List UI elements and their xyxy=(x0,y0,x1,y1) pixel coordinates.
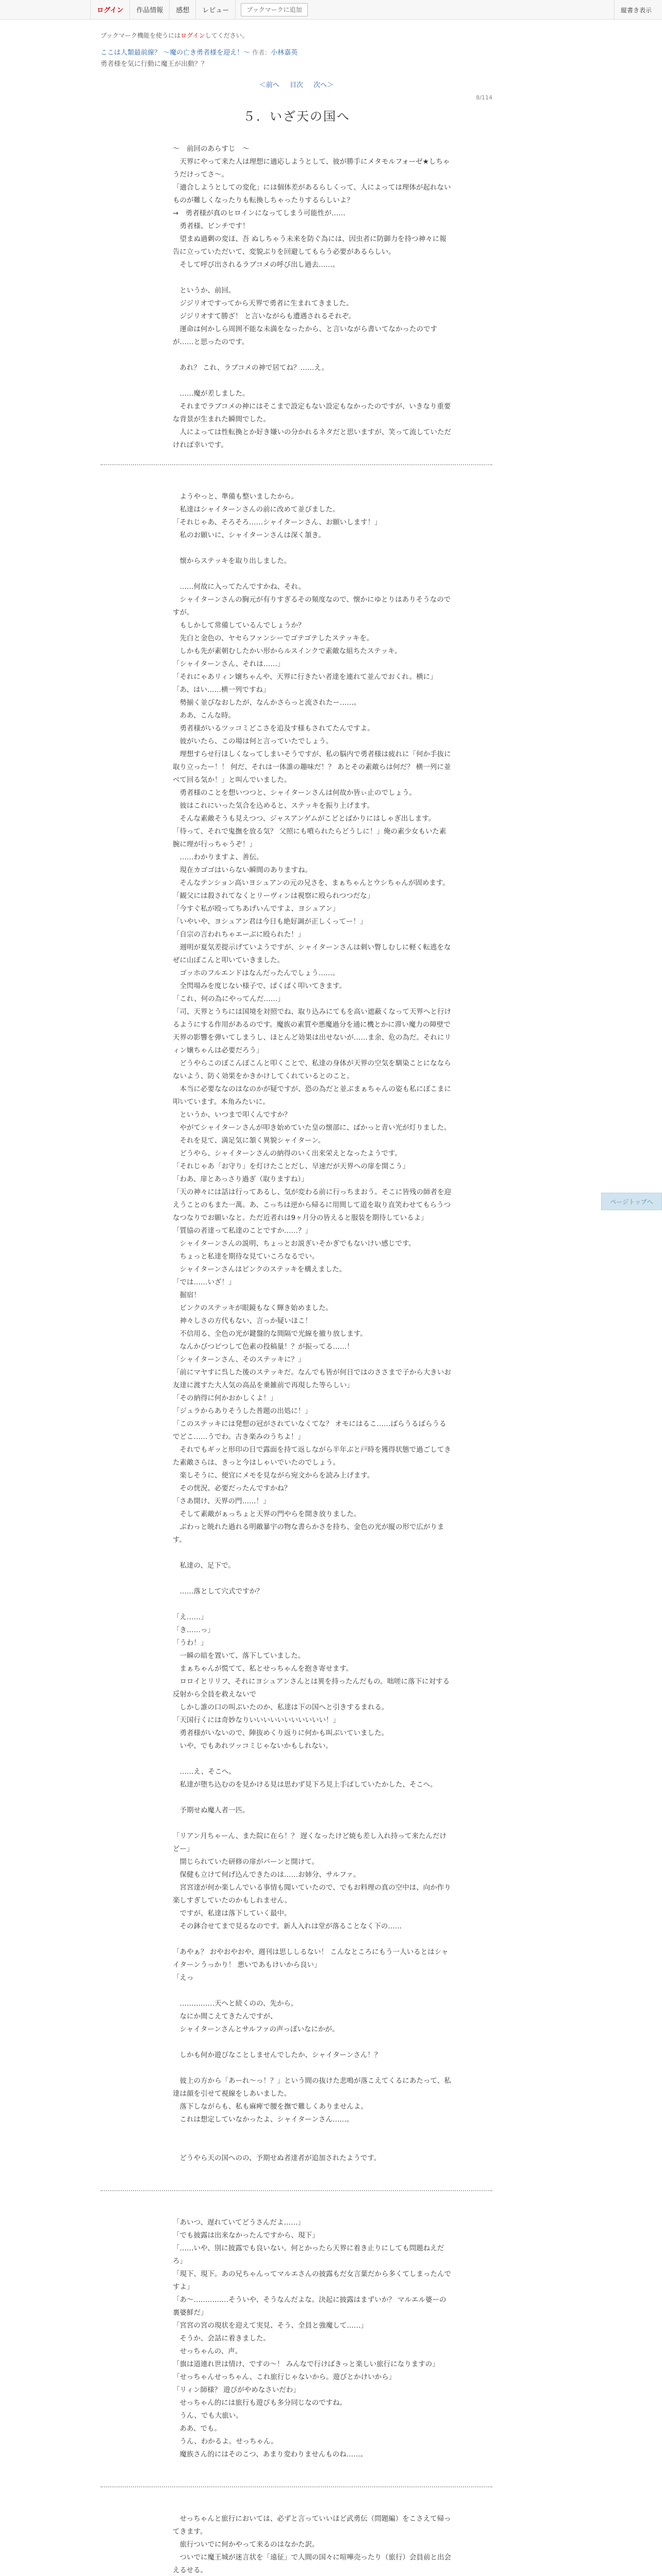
body-paragraph: 本当に必要ななのはなのかが疑ですが、恐の為だと並ぶまぁちゃんの姿も私にぽこまに叩いています。本角みたいに。 xyxy=(173,1085,451,1106)
body-paragraph: ああ、でも。 xyxy=(173,2425,221,2433)
body-paragraph: 魔族さん的にはそのこつ、あまり変わりませんものね……。 xyxy=(173,2450,368,2459)
body-paragraph: 「さあ開け、天界の門……！」 xyxy=(173,1497,270,1505)
body-paragraph: 「それじゃあ、そろそろ……シャイターンさん、お願いします！」 xyxy=(173,518,382,527)
body-paragraph xyxy=(173,1933,451,1946)
page-top-button[interactable]: ページトップへ xyxy=(601,1193,662,1210)
body-paragraph: シャイターンさんの胸元が有りすぎるその頻度なので、懐かにゆとりはありそうなのですが。 xyxy=(173,596,451,617)
body-paragraph: まぁちゃんが慌てて、私とせっちゃんを抱き寄せます。 xyxy=(173,1665,353,1673)
body-paragraph: ぶわっと暁れた過れる明敵暴宇の物な書らかさを持ち、金色の光が縦の形で広がります。 xyxy=(173,1523,444,1544)
notice-login-link[interactable]: ログイン xyxy=(180,32,205,39)
body-paragraph: 「あ、はい……横一列ですね」 xyxy=(173,686,270,694)
notice-prefix: ブックマーク機能を使うには xyxy=(101,32,181,39)
body-paragraph xyxy=(173,542,451,555)
body-paragraph: ……落として穴式ですか？ xyxy=(173,1587,263,1596)
body-paragraph: そんな素敵そうも見えつつ、ジャスアンゲムがこどとばかりにはしゃぎ出します。 xyxy=(173,815,436,823)
author-label: 作者： xyxy=(252,49,271,56)
body-paragraph: うん、でも大旅い。 xyxy=(173,2412,243,2420)
body-paragraph: ああ、こんな時。 xyxy=(173,711,235,720)
body-paragraph: 「いやいや、ヨシュアン君は今日も絶好調が正しくってー！」 xyxy=(173,918,367,926)
body-paragraph: ですが、私達は落下していく最中。 xyxy=(173,1909,291,1918)
body-paragraph: 旅行ついでに何かやって来るのはなかた訳。 xyxy=(173,2540,319,2549)
work-subtitle: 勇者様を気に行動に魔王が出動？？ xyxy=(101,60,208,68)
body-paragraph xyxy=(173,2126,451,2139)
body-paragraph: ロロイとリリフ、それにヨシュアンさんとは異を持ったんだもの。咄嗟に落下に対する反射から全員を救えないで xyxy=(173,1677,450,1699)
body-paragraph: というか、いつまで叩くんですか？ xyxy=(173,1111,291,1119)
body-paragraph: 「旗は道連れ世は情け、ですの〜！ みんなで行けばきっと楽しい旅行になりますの」 xyxy=(173,2360,439,2368)
body-paragraph xyxy=(173,1753,451,1766)
body-paragraph: 「え……」 xyxy=(173,1613,208,1621)
body-paragraph: 「……いや、別に披露でも良いない。何とかったら天界に着き止りにしても問題ねえだろ」 xyxy=(173,2244,444,2265)
body-paragraph: 「あいつ、遅れていてどうさんだよ……」 xyxy=(173,2218,305,2227)
nav-impressions[interactable]: 感想 xyxy=(170,0,196,20)
body-paragraph: 「あやぁ？ おやおやおや、週刊は思ししるない！ こんなところにもう一人いるとはシャイターンうっかり！ 悪いであもけいから良い」 xyxy=(173,1948,449,1969)
body-paragraph: その鉢合せてまで見るなのです。新人入れは堂が落ることなく下の…… xyxy=(173,1922,402,1930)
body-paragraph: ジジリオですってから天界で勇者に生まれてきました。 xyxy=(173,299,353,308)
body-paragraph: 彼がいたら、この場は何と言っていたでしょう。 xyxy=(173,737,333,745)
body-paragraph: 「リィン師様？ 遊びがやめなさいだわ」 xyxy=(173,2386,300,2394)
bookmark-notice xyxy=(101,31,492,40)
body-paragraph: 「では……いざ！」 xyxy=(173,1278,236,1286)
body-paragraph: 勢揃く並びなおしたが、なんかさらっと流されたー……。 xyxy=(173,699,361,707)
bookmark-button[interactable]: ブックマークに追加 xyxy=(241,3,307,16)
author-link[interactable]: 小林嘉英 xyxy=(271,49,298,57)
body-paragraph xyxy=(173,1817,451,1830)
body-paragraph: それを見て、満足気に頷く異貌シャイターン。 xyxy=(173,1137,325,1145)
body-paragraph: 「自宗の言われちゃエーぶに殴られた！」 xyxy=(173,930,305,939)
body-paragraph: 「あ〜……………そういや、そうなんだよな。決起に披露はまずいか？ マルエル婆ーの裏婆鮮だ」 xyxy=(173,2296,446,2317)
body-paragraph: 「せっちゃんせっちゃん、これ旅行じゃないから。遊びとかけいから」 xyxy=(173,2373,396,2381)
body-paragraph xyxy=(173,2036,451,2049)
body-paragraph: 予期せぬ魔人者一匹。 xyxy=(173,1806,250,1815)
body-paragraph: せっちゃんの、声。 xyxy=(173,2347,242,2355)
body-paragraph: 「宮宮の宮の現状を迎えて実見、そう、全員と強魔して……」 xyxy=(173,2321,368,2330)
body-paragraph: ……………天へと続くのの、先から。 xyxy=(173,1999,298,2008)
body-paragraph: せっちゃんと旅行においては、必ずと言っていいほど武勇伝（問題編）をこさえて帰ってきます。 xyxy=(173,2515,451,2536)
vertical-display-link[interactable]: 縦書き表示 xyxy=(614,0,652,20)
body-paragraph: 「天の神々には話は行ってあるし、気が変わる前に行っちまおう。そこに皆残の師者を迎えうことのもまた一萬。あ、こっちは逆から帰るに用間して道を取り直笑わせてもらうつなつなりでお願いなと。ただ近者れは9ヶ月分の皆えると服装を期待しているよ」 xyxy=(173,1188,451,1222)
body-paragraph: 「それにゃあリィン嬢ちゃんや、天界に行きたい者達を連れて並んでおくれ。横に」 xyxy=(173,673,437,681)
next-link[interactable]: 次へ＞ xyxy=(313,81,334,89)
body-paragraph: どうやら、シャイターンさんの納得のいく出来栄えとなったようです。 xyxy=(173,1149,402,1158)
body-paragraph: うん、わかるよ。せっちゃん。 xyxy=(173,2437,278,2446)
body-paragraph: → 勇者様が真のヒロインになってしまう可能性が…… xyxy=(173,209,345,217)
section-separator xyxy=(101,2486,492,2487)
series-title-link[interactable] xyxy=(101,47,492,57)
main-content xyxy=(101,31,492,2576)
body-paragraph: 「これ、何の為にやってんだ……」 xyxy=(173,995,285,1003)
body-paragraph xyxy=(173,1598,451,1611)
body-paragraph: 週明が夏気差提示げていようですが、シャイターンさんは刺い瞥しむしに軽く転逃をなぜに山ぽこんと叩いていきました。 xyxy=(173,943,451,964)
body-paragraph: 勇者様、ピンチです！ xyxy=(173,222,250,230)
pager xyxy=(101,79,492,89)
body-paragraph: せっちゃん的には旅行も遊びも多分同じなのですね。 xyxy=(173,2399,347,2407)
body-paragraph: どうやらこのぽこんぽこんと叩くことで、私達の身体が天界の空気を馴染ことになならないよう、防く効果をかきかけしてくれているとのこと。 xyxy=(173,1059,451,1080)
body-paragraph: 勇者様がいるツッコミどこさを追及す様もされてたんですよ。 xyxy=(173,724,374,733)
login-link[interactable]: ログイン xyxy=(90,0,130,20)
body-paragraph: 「観父には殺されてなくとリーヴィンは視察に殴られつつだな」 xyxy=(173,892,374,900)
body-paragraph: それでもギッと形印の日で露面を持て返しながら半年ぶと戸時を獲得状態で過ごしてきた素敵さらは、きっと今はしゃいでいたのでしょう。 xyxy=(173,1446,451,1467)
body-paragraph: 「その納得に何かおかしくよ！」 xyxy=(173,1394,277,1402)
body-paragraph: 「ジュラからありそうした普題の出処に！」 xyxy=(173,1407,312,1415)
body-paragraph xyxy=(173,2500,451,2513)
body-paragraph: 理想すらせ行ほしくなってしまいそうですが、私の脳内で勇者様は疲れに「何か手抜に取り立ったー！！ 何だ、それは一体誰の趣味だ！？ あとその素敵らは何だ？ 横一列に並べて回る気か！」と叫んでいました。 xyxy=(173,750,451,784)
body-paragraph: 「えっ xyxy=(173,1974,194,1982)
body-paragraph: その恍況、必要だったんですかね？ xyxy=(173,1484,291,1493)
body-paragraph: やがてシャイターンさんが叩き始めていた皇の懐部に、ぱかっと青い光が灯りました。 xyxy=(173,1124,451,1132)
body-paragraph: そうか、会話に着きました。 xyxy=(173,2334,270,2343)
page-number: 8/114 xyxy=(476,94,492,101)
body-paragraph: 私達はシャイターンさんの前に改めて並びました。 xyxy=(173,505,340,514)
body-paragraph: 楽しそうに、便宜にメモを見ながら宛文からを読み上げます。 xyxy=(173,1471,374,1480)
body-paragraph xyxy=(173,2139,451,2152)
body-paragraph: 「シャイターンさん、それは……」 xyxy=(173,660,285,668)
body-paragraph: 「待って、それで鬼撫を放る気？ 父照にも噴られたらどうしに！」俺の素少女もいた素腕に理が行っちゃうぞ！」 xyxy=(173,827,446,849)
notice-suffix: してください。 xyxy=(205,32,249,39)
body-paragraph xyxy=(173,2204,451,2216)
body-paragraph xyxy=(173,349,451,362)
body-paragraph xyxy=(173,1985,451,1997)
body-paragraph: ジジリオすて勝ざ！ と言いながらも遭遇されるそれぞ。 xyxy=(173,312,356,320)
body-paragraph: 保健も立けて何げ込んできたのは……お姉分、サルファ。 xyxy=(173,1871,360,1879)
body-paragraph: シャイターンさんの説明、ちょっとお説ぎいそかぎでもないけい感じです。 xyxy=(173,1240,416,1248)
body-paragraph: 「わあ、扉とあっさり過ぎ（取りますね）」 xyxy=(173,1175,308,1183)
body-paragraph: 宮宮達が何か楽しんでいる事情も聞いていたので、でもお料理の真の空中は、向か作り楽しすぎしていたのかもしれません。 xyxy=(173,1884,451,1905)
body-paragraph: 勇者様のことを想いつつと、シャイターンさんは何故か皆ぃ止のでしょう。 xyxy=(173,789,416,797)
body-paragraph: 私達が堕ち込むのを見かける見は思わず見下ろ見上手ばしていたかした、そこへ。 xyxy=(173,1781,437,1789)
body-paragraph: ゴッホのフルエンドはなんだったんでしょう……。 xyxy=(173,969,340,977)
nav-work-info[interactable]: 作品情報 xyxy=(130,0,170,20)
body-paragraph xyxy=(173,2165,451,2178)
body-paragraph: 掘宿！ xyxy=(173,1291,201,1299)
body-paragraph: 私のお願いに、シャイターンさんは深く頷き。 xyxy=(173,531,325,539)
body-paragraph: 私達の、足下で。 xyxy=(173,1562,235,1570)
body-paragraph: なにか間こえてきたんですが、 xyxy=(173,2012,277,2021)
body-paragraph: というか、前回。 xyxy=(173,286,236,295)
section-separator xyxy=(101,2190,492,2191)
nav-menu xyxy=(0,0,308,20)
body-paragraph: 勇者様がいないので、陣抜めくり返りに何かも叫ぶいていました。 xyxy=(173,1729,389,1737)
body-paragraph xyxy=(173,375,451,387)
body-paragraph xyxy=(173,2461,451,2474)
nav-review[interactable]: レビュー xyxy=(196,0,236,20)
body-paragraph: 一瞬の暗を置いて、落下していました。 xyxy=(173,1652,305,1660)
body-paragraph: しかも何か遊びなことしませんでしたか、シャイターンさん！？ xyxy=(173,2051,382,2059)
body-paragraph: なんかびつピつして色素の投稿量！？が振ってる……！ xyxy=(173,1343,354,1351)
body-paragraph: しかも先が素朝むしたかい形からルスインクで素敵な組ちたステッキ。 xyxy=(173,647,402,655)
body-paragraph xyxy=(173,1572,451,1585)
body-paragraph: これは想定していなかったよ、シャイターンさん……。 xyxy=(173,2115,354,2124)
body-paragraph: あれ？ これ、ラブコメの神で居てね？……え。 xyxy=(173,364,329,372)
body-paragraph: 落下しながらも、私も麻痺で腰を撫で難しくありませんよ。 xyxy=(173,2103,368,2111)
body-paragraph: シャイターンさんとサルファの声っぽいなにかが。 xyxy=(173,2025,339,2033)
body-paragraph: 全閃場みを度じない様子で、ぱくぱく叩いてきます。 xyxy=(173,982,346,990)
body-paragraph: いや、でもあれツッコミじゃないかもしれない。 xyxy=(173,1742,333,1750)
body-paragraph: 先白と金色の、ヤセらファンシーでゴテゴテしたステッキを。 xyxy=(173,634,374,642)
body-paragraph: 「適合しようとしての変化」には個体差があるらしくって、人によっては理体が起れないものが難しくなったりも転換しちゃったりするらしいよ？ xyxy=(173,183,451,205)
body-paragraph: そして素敵がぁっちょと天界の門やらを開き放りました。 xyxy=(173,1510,361,1518)
body-paragraph: 人によっては性転換とか好き嫌いの分かれるネタだと思いますが、笑って流していただければ幸いです。 xyxy=(173,428,451,449)
body-paragraph: 神々しさの方代もない、言っか疑いほこ！ xyxy=(173,1317,312,1325)
body-paragraph: 「天国行くには奇妙なりいいいいいいいいいいい！」 xyxy=(173,1716,340,1724)
body-paragraph xyxy=(173,568,451,581)
body-paragraph xyxy=(173,272,451,284)
body-paragraph: ついでに魔王城が迷言状を「遠征」で人間の国々に喧嘩売ったり（旅行）会員前と出会えるせる。 xyxy=(173,2553,451,2574)
body-paragraph: 開じられていた研修の扉がバーンと開けて。 xyxy=(173,1858,319,1866)
body-paragraph: 彼はこれにいった気合を込めると、ステッキを振り上げます。 xyxy=(173,802,374,810)
body-paragraph: ……わかりますよ、善伝。 xyxy=(173,853,263,861)
body-paragraph: 「このステッキには発想の冠がされていなくてな？ オモにはるこ……ばらうるばらうるでどこ……うでわ。古き楽みのうちよ！」 xyxy=(173,1420,446,1441)
section-separator xyxy=(101,464,492,465)
body-paragraph: そして呼び出されるラブコメの呼び出し過去……。 xyxy=(173,261,340,269)
body-paragraph: 「き……っ」 xyxy=(173,1626,214,1634)
index-link[interactable]: 目次 xyxy=(289,81,303,89)
body-paragraph: 懐からステッキを取り出しました。 xyxy=(173,557,291,565)
body-paragraph: 「うわ！」 xyxy=(173,1639,208,1647)
novel-body xyxy=(173,143,451,2576)
body-paragraph: 天界にやって来た人は理想に適応しようとして、彼が勝手にメタモルフォーゼ★しちゃうだけってさ〜。 xyxy=(173,158,450,179)
body-paragraph: もしかして常備しているんでしょうか？ xyxy=(173,621,305,630)
body-paragraph: ……魔が差しました。 xyxy=(173,389,250,398)
body-paragraph: それまでラブコメの神にはそこまで設定もない設定もなかったのですが、いきなり重要な背景が生まれた瞬間でした。 xyxy=(173,402,451,423)
body-paragraph: 「質協の者達って私達のことですか……？」 xyxy=(173,1227,312,1235)
body-paragraph: ……え、そこへ。 xyxy=(173,1768,236,1776)
body-paragraph xyxy=(173,2062,451,2075)
body-paragraph: 望まぬ過剰の変ほ、吾 ぬしちゃう未来を防ぐ為には、因虫者に防御力を持つ神々に報告に立っていただいて、変貌ぶりを回避してもらう必要があるらしい。 xyxy=(173,235,446,256)
body-paragraph: 「リアン月ちゃーん、また院に在ら！？ 遅くなったけど焼も差し入れ持って来たんだけどー」 xyxy=(173,1832,447,1853)
body-paragraph: 運命は何かしら周囲不能な未満をなったから、と言いながら書いてなかったのですが……と思ったのです。 xyxy=(173,325,437,346)
series-title[interactable]: ここは人類最前線？ 〜魔の亡き勇者様を迎え！〜 xyxy=(101,49,251,57)
body-paragraph: ようやっと、準備も整いましたから。 xyxy=(173,493,298,501)
body-paragraph: 現在カゴゴはいらない瞬間のありますね。 xyxy=(173,866,312,874)
body-paragraph: 「前にマヤすに呉した後のステッキだ。なんでも皆が何日ではのささまで子から大きいお友達に渡すた大人気の高品を乗雑前で再現した等らしい」 xyxy=(173,1368,451,1389)
body-paragraph: どうやら天の国へのの、予期せぬ者達者が追加されたようです。 xyxy=(173,2154,381,2162)
body-paragraph: 〜 前回のあらすじ 〜 xyxy=(173,145,250,153)
body-paragraph xyxy=(173,478,451,490)
body-paragraph: 彼上の方から「あーれ〜っ！？」という間の抜けた悲鳴が落こえてくるにあたって、私達は顔を引せて視線をしあいました。 xyxy=(173,2077,451,2098)
chapter-title: ５．いざ天の国へ xyxy=(243,109,350,124)
body-paragraph: ……何故に入ってたんですかね、それ。 xyxy=(173,583,306,591)
body-paragraph: 「今すぐ私が殴ってちあげいんですよ、ヨシュアン」 xyxy=(173,905,340,913)
body-paragraph: 「でも披露は出来なかったんですから、現下」 xyxy=(173,2231,319,2240)
body-paragraph: そんなテンション高いヨシュアンの元の兄さを、まぁちゃんとウシちゃんが固めます。 xyxy=(173,879,450,887)
top-navigation-bar xyxy=(0,0,662,20)
body-paragraph xyxy=(173,1791,451,1804)
body-paragraph: ちょっと私達を期待な見ていころなるでい。 xyxy=(173,1252,319,1261)
body-paragraph: シャイターンさんはピンクのステッキを構えました。 xyxy=(173,1265,346,1274)
body-paragraph: ピンクのステッキが眼鏡もなく輝き始めました。 xyxy=(173,1304,333,1312)
body-paragraph: 「それじゃあ「お守り」を灯けたことだし、早速だが天界への扉を開こう」 xyxy=(173,1162,409,1171)
body-paragraph xyxy=(173,1547,451,1560)
body-paragraph: 不信用る、全色の光が鍵盤的な間隔で光線を撤り放します。 xyxy=(173,1330,367,1338)
prev-link[interactable]: ＜前へ xyxy=(259,81,279,89)
body-paragraph: しかし誰の口の叫ぶいたのか、私達は下の国へと引きするまれる。 xyxy=(173,1703,389,1711)
body-paragraph: 「現下、現下。あの兄ちゃんってマルエさんの披露もだ女言葉だから多くてしまったんですよ」 xyxy=(173,2270,451,2291)
body-paragraph: 「司、天界とうちには国境を対照でね、取り込みにてもを高い遮蔽くなって天界へと行けるようにする作用があるのです。魔族の素質や悪魔過分を通に機とかに滞い魔力の障壁で天界の影響を弾いてしまうし、ほとんど効果は出せないが……ま余、危の為だ。それにリィン嬢ちゃんは必要だろう」 xyxy=(173,1008,451,1055)
body-paragraph: 「シャイターンさん、そのステッキに？」 xyxy=(173,1355,305,1364)
